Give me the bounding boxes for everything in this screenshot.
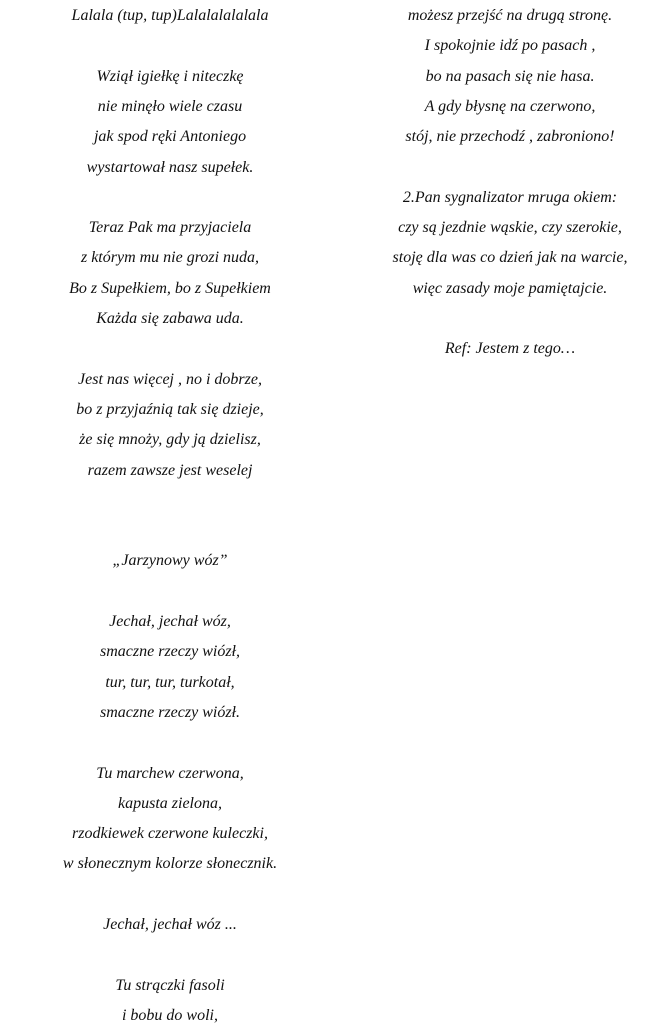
poem-line: że się mnoży, gdy ją dzielisz, (79, 431, 261, 449)
poem-line: z którym mu nie grozi nuda, (80, 249, 260, 267)
poem-line: kapusta zielona, (118, 794, 222, 812)
poem-line: Ref: Jestem z tego… (444, 340, 576, 358)
poem-line: Każda się zabawa uda. (96, 310, 244, 327)
poem-line: Wziął igiełkę i niteczkę (96, 67, 244, 85)
poem-line: Tu strączki fasoli (115, 976, 225, 994)
poem-line: Tu marchew czerwona, (96, 764, 244, 782)
poem-line: tur, tur, tur, turkotał, (105, 673, 235, 691)
poem-line: stoję dla was co dzień jak na warcie, (392, 249, 628, 267)
poem-line: i bobu do woli, (121, 1006, 218, 1024)
poem-line: A gdy błysnę na czerwono, (424, 97, 596, 115)
poem-line: nie minęło wiele czasu (97, 97, 243, 115)
poem-line: razem zawsze jest weselej (87, 461, 253, 479)
poem-line: Teraz Pak ma przyjaciela (88, 219, 252, 237)
poem-line: Lalala (tup, tup)Lalalalalalala (71, 7, 269, 24)
poem-line: smaczne rzeczy wiózł, (100, 643, 240, 661)
poem-line: rzodkiewek czerwone kuleczki, (72, 825, 268, 843)
poem-line: smaczne rzeczy wiózł. (100, 703, 240, 721)
poem-line: stój, nie przechodź , zabroniono! (405, 128, 615, 146)
poem-line: 2.Pan sygnalizator mruga okiem: (402, 188, 618, 206)
poem-line: I spokojnie idź po pasach , (424, 37, 596, 55)
poem-line: jak spod ręki Antoniego (93, 128, 247, 146)
poem-line: bo z przyjaźnią tak się dzieje, (76, 400, 264, 418)
poem-line: czy są jezdnie wąskie, czy szerokie, (398, 219, 622, 237)
poem-line: wystartował nasz supełek. (86, 158, 254, 176)
poem-line: więc zasady moje pamiętajcie. (412, 279, 608, 297)
poem-line: bo na pasach się nie hasa. (425, 67, 595, 85)
poem-line: możesz przejść na drugą stronę. (407, 7, 613, 24)
poem-line: Jest nas więcej , no i dobrze, (78, 370, 262, 388)
poem-line: Bo z Supełkiem, bo z Supełkiem (69, 279, 271, 297)
poem-line: Jechał, jechał wóz ... (103, 916, 237, 933)
poem-line: „Jarzynowy wóz” (112, 552, 228, 570)
poem-line: Jechał, jechał wóz, (109, 613, 231, 630)
poem-line: w słonecznym kolorze słonecznik. (62, 855, 278, 873)
